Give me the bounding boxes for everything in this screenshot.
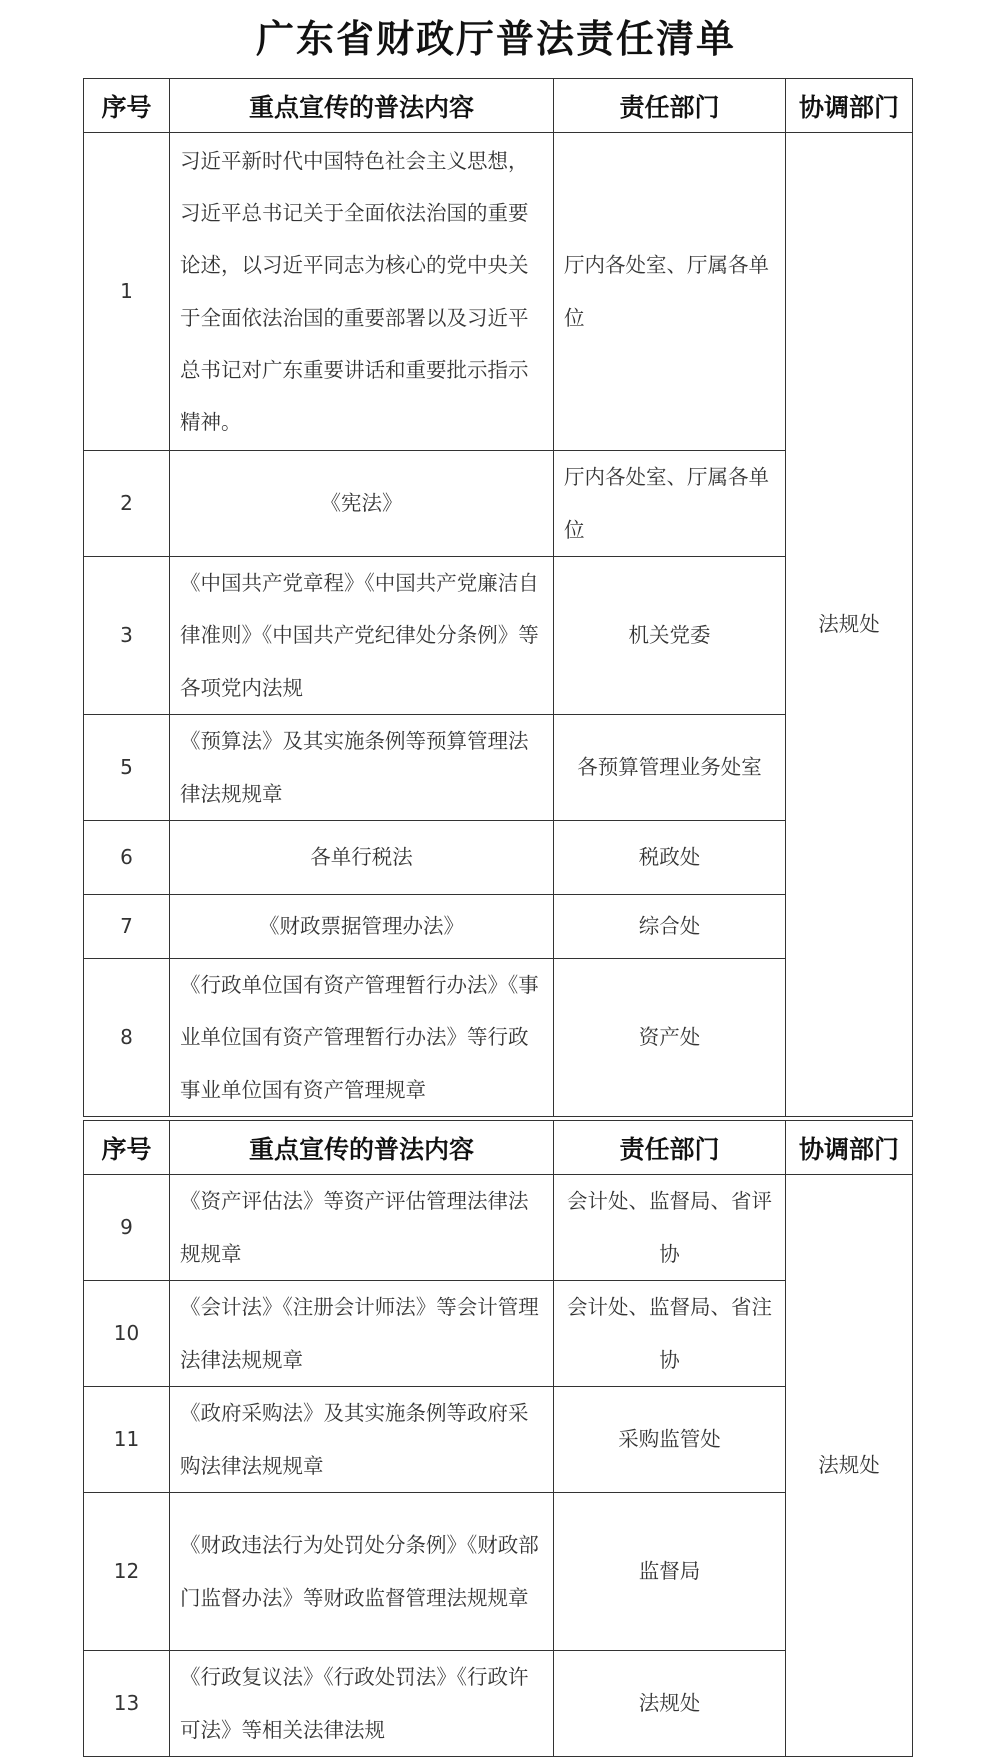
- row-dept: 厅内各处室、厅属各单位: [554, 133, 786, 451]
- row-dept: 厅内各处室、厅属各单位: [554, 451, 786, 557]
- table-header-row: [84, 1121, 913, 1175]
- row-content: 《中国共产党章程》《中国共产党廉洁自律准则》《中国共产党纪律处分条例》等各项党内法规: [170, 557, 554, 715]
- row-no: 8: [84, 959, 170, 1117]
- row-content: 《行政单位国有资产管理暂行办法》《事业单位国有资产管理暂行办法》等行政事业单位国有资产管理规章: [170, 959, 554, 1117]
- row-no: 1: [84, 133, 170, 451]
- row-no: 13: [84, 1651, 170, 1757]
- table-header-row: [84, 79, 913, 133]
- row-no: 5: [84, 715, 170, 821]
- row-dept: 法规处: [554, 1651, 786, 1757]
- row-content: 《行政复议法》《行政处罚法》《行政许可法》等相关法律法规: [170, 1651, 554, 1757]
- row-no: 10: [84, 1281, 170, 1387]
- coord-dept-cell: 法规处: [786, 1175, 913, 1757]
- header-dept: 责任部门: [554, 1121, 786, 1175]
- row-content: 《财政违法行为处罚处分条例》《财政部门监督办法》等财政监督管理法规规章: [170, 1493, 554, 1651]
- row-dept: 会计处、监督局、省评协: [554, 1175, 786, 1281]
- table-row: [84, 1175, 913, 1281]
- row-no: 12: [84, 1493, 170, 1651]
- row-content: 习近平新时代中国特色社会主义思想，习近平总书记关于全面依法治国的重要论述，以习近平同志为核心的党中央关于全面依法治国的重要部署以及习近平总书记对广东重要讲话和重要批示指示精神。: [170, 133, 554, 451]
- row-dept: 综合处: [554, 895, 786, 959]
- row-dept: 会计处、监督局、省注协: [554, 1281, 786, 1387]
- responsibility-table-1: [83, 78, 913, 1117]
- header-content: 重点宣传的普法内容: [170, 1121, 554, 1175]
- page-title: 广东省财政厅普法责任清单: [255, 17, 736, 61]
- row-no: 11: [84, 1387, 170, 1493]
- row-dept: 采购监管处: [554, 1387, 786, 1493]
- row-no: 9: [84, 1175, 170, 1281]
- row-dept: 机关党委: [554, 557, 786, 715]
- row-content: 《会计法》《注册会计师法》等会计管理法律法规规章: [170, 1281, 554, 1387]
- coord-dept-cell: 法规处: [786, 133, 913, 1117]
- row-no: 6: [84, 821, 170, 895]
- header-no: 序号: [84, 1121, 170, 1175]
- header-dept: 责任部门: [554, 79, 786, 133]
- responsibility-table-2: [83, 1120, 913, 1757]
- header-content: 重点宣传的普法内容: [170, 79, 554, 133]
- row-content: 《宪法》: [170, 451, 554, 557]
- header-no: 序号: [84, 79, 170, 133]
- row-no: 3: [84, 557, 170, 715]
- row-content: 《预算法》及其实施条例等预算管理法律法规规章: [170, 715, 554, 821]
- row-dept: 监督局: [554, 1493, 786, 1651]
- header-coord: 协调部门: [786, 1121, 913, 1175]
- table-row: [84, 133, 913, 451]
- row-content: 《财政票据管理办法》: [170, 895, 554, 959]
- row-content: 各单行税法: [170, 821, 554, 895]
- header-coord: 协调部门: [786, 79, 913, 133]
- row-dept: 税政处: [554, 821, 786, 895]
- row-no: 2: [84, 451, 170, 557]
- row-content: 《政府采购法》及其实施条例等政府采购法律法规规章: [170, 1387, 554, 1493]
- row-content: 《资产评估法》等资产评估管理法律法规规章: [170, 1175, 554, 1281]
- row-no: 7: [84, 895, 170, 959]
- row-dept: 各预算管理业务处室: [554, 715, 786, 821]
- row-dept: 资产处: [554, 959, 786, 1117]
